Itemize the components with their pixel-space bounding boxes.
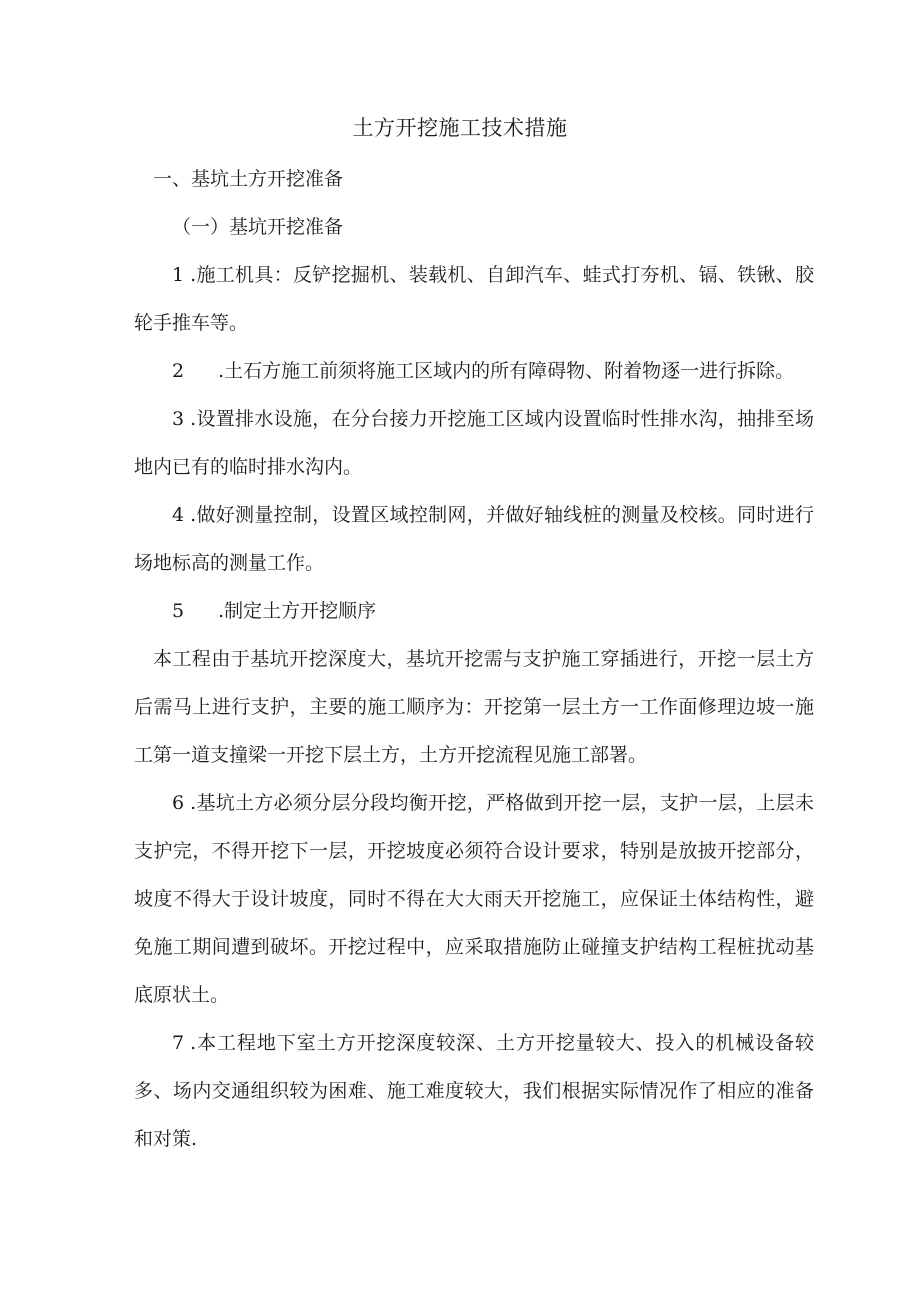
document-title: 土方开挖施工技术措施: [352, 116, 568, 140]
list-item-3: [134, 395, 814, 491]
item-number: 6: [172, 792, 185, 814]
subsection-heading: （一）基坑开挖准备: [172, 216, 344, 238]
body-paragraph: 本工程由于基坑开挖深度大，基坑开挖需与支护施工穿插进行，开挖一层土方后需马上进行支护，主要的施工顺序为：开挖第一层土方一工作面修理边坡一施工第一道支撞梁一开挖下层土方，土方开挖流程见施工部署。: [134, 648, 814, 766]
item-text: .本工程地下室土方开挖深度较深、土方开挖量较大、投入的机械设备较多、场内交通组织较为困难、施工难度较大，我们根据实际情况作了相应的准备和对策.: [134, 1032, 814, 1150]
list-item-1: [134, 251, 814, 347]
item-text: .设置排水设施，在分台接力开挖施工区域内设置临时性排水沟，抽排至场地内已有的临时排水沟内。: [134, 408, 814, 478]
list-item-5: [134, 587, 814, 635]
list-item-2: [134, 347, 814, 395]
item-number: 7: [172, 1032, 185, 1054]
item-number: 4: [172, 504, 185, 526]
list-item-4: [134, 491, 814, 587]
item-number: 5: [172, 600, 185, 622]
item-number: 3: [172, 408, 185, 430]
list-item-7: [134, 1019, 814, 1163]
item-text: .做好测量控制，设置区域控制网，并做好轴线桩的测量及校核。同时进行场地标高的测量工作。: [134, 504, 814, 574]
item-text: .基坑土方必须分层分段均衡开挖，严格做到开挖一层，支护一层，上层未支护完，不得开挖下一层，开挖坡度必须符合设计要求，特别是放披开挖部分，坡度不得大于设计坡度，同时不得在大大雨天开挖施工，应保证土体结构性，避免施工期间遭到破坏。开挖过程中，应采取措施防止碰撞支护结构工程桩扰动基底原状土。: [134, 792, 814, 1006]
item-number: 2: [172, 360, 185, 382]
list-item-6: [134, 779, 814, 1019]
item-number: 1: [172, 264, 185, 286]
item-text: .制定土方开挖顺序: [218, 600, 377, 622]
item-text: .土石方施工前须将施工区域内的所有障碍物、附着物逐一进行拆除。: [218, 360, 795, 382]
item-text: .施工机具：反铲挖掘机、装载机、自卸汽车、蛙式打夯机、镉、铁锹、胶轮手推车等。: [134, 264, 814, 334]
section-heading: 一、基坑土方开挖准备: [153, 168, 344, 190]
document-body: [134, 155, 814, 1163]
